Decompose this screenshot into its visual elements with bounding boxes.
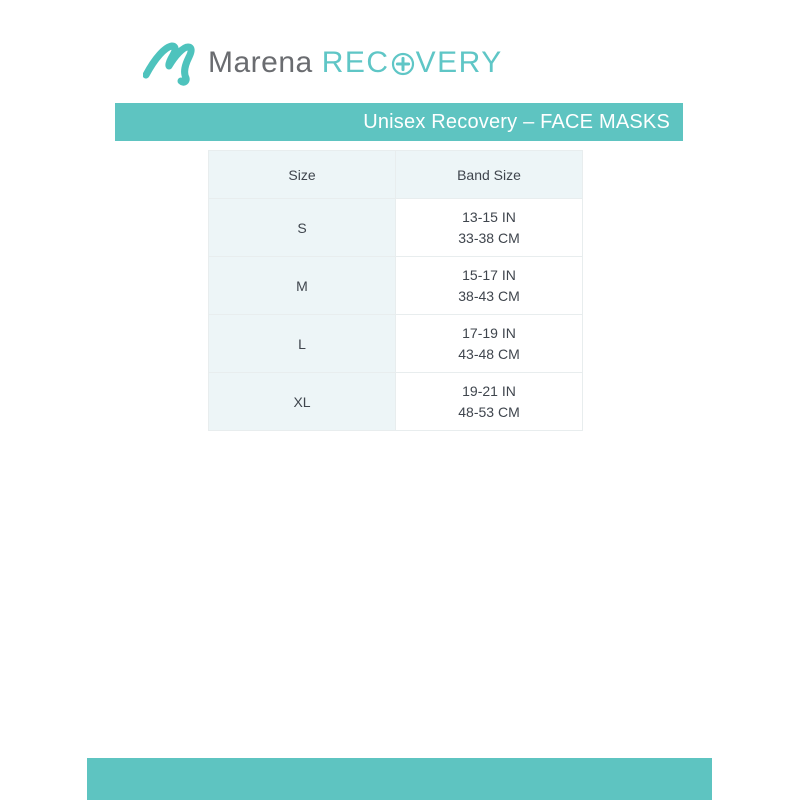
footer-accent-bar: [87, 758, 712, 800]
size-value: M: [209, 257, 396, 315]
brand-name: Marena: [208, 46, 313, 79]
band-cm: 48-53 CM: [458, 403, 520, 420]
table-row: [209, 373, 583, 431]
band-cm: 38-43 CM: [458, 287, 520, 304]
band-cm: 33-38 CM: [458, 229, 520, 246]
medical-plus-in-o-icon: [391, 52, 415, 76]
table-row: [209, 199, 583, 257]
column-header-size: Size: [209, 151, 396, 199]
size-value: S: [209, 199, 396, 257]
band-inches: 13-15 IN: [462, 208, 516, 225]
brand-suffix: [322, 46, 503, 80]
band-size-value: [396, 315, 583, 373]
marena-swoosh-icon: [143, 40, 197, 86]
size-chart-table: [208, 150, 583, 431]
band-size-value: [396, 257, 583, 315]
table-row: [209, 257, 583, 315]
size-value: XL: [209, 373, 396, 431]
column-header-band-size: Band Size: [396, 151, 583, 199]
brand-suffix-pre: REC: [321, 46, 390, 79]
table-row: [209, 315, 583, 373]
size-value: L: [209, 315, 396, 373]
band-inches: 19-21 IN: [462, 382, 516, 399]
marena-recovery-logo: [143, 40, 503, 86]
header-row: [209, 151, 583, 199]
title-banner: [115, 103, 683, 141]
brand-suffix-post: VERY: [415, 46, 503, 79]
band-inches: 15-17 IN: [462, 266, 516, 283]
band-inches: 17-19 IN: [462, 324, 516, 341]
band-size-value: [396, 373, 583, 431]
band-cm: 43-48 CM: [458, 345, 520, 362]
band-size-value: [396, 199, 583, 257]
size-chart: [208, 150, 583, 431]
page-title: Unisex Recovery – FACE MASKS: [363, 110, 670, 133]
